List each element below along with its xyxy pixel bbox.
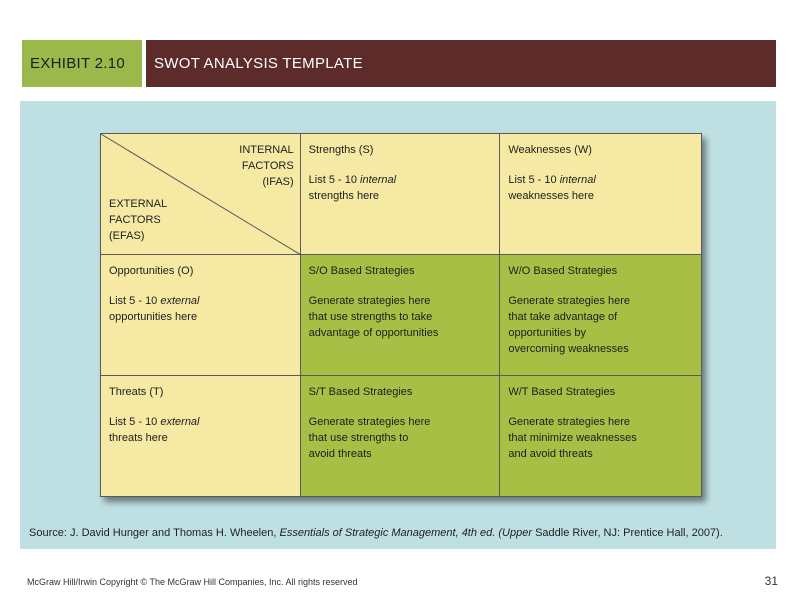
threats-title: Threats (T) [109, 386, 164, 398]
so-strategies-title: S/O Based Strategies [308, 265, 415, 277]
matrix-corner-cell [101, 134, 301, 255]
wt-strategies-cell: W/T Based Strategies Generate strategies here that minimize weaknesses and avoid threats [500, 376, 702, 497]
threats-cell: Threats (T) List 5 - 10 external threats here [101, 376, 301, 497]
threats-instruction: List 5 - 10 external [109, 416, 200, 428]
weaknesses-instruction: List 5 - 10 internal [508, 174, 596, 186]
wo-strategies-cell: W/O Based Strategies Generate strategies here that take advantage of opportunities by overcoming weaknesses [500, 255, 702, 376]
st-strategies-title: S/T Based Strategies [308, 386, 413, 398]
internal-factors-label: INTERNAL FACTORS (IFAS) [239, 144, 294, 188]
st-strategies-cell: S/T Based Strategies Generate strategies here that use strengths to avoid threats [300, 376, 500, 497]
copyright-footer: McGraw Hill/Irwin Copyright © The McGraw Hill Companies, Inc. All rights reserved [27, 577, 358, 587]
opportunities-instruction: List 5 - 10 external [109, 295, 200, 307]
strengths-cell: Strengths (S) List 5 - 10 internal strengths here [300, 134, 500, 255]
so-strategies-cell: S/O Based Strategies Generate strategies here that use strengths to take advantage of opportunities [300, 255, 500, 376]
source-citation: Source: J. David Hunger and Thomas H. Wheelen, Essentials of Strategic Management, 4th ed. (Upper Saddle River, NJ: Prentice Hall, 2007). [29, 527, 723, 539]
exhibit-label: EXHIBIT 2.10 [22, 40, 142, 87]
opportunities-title: Opportunities (O) [109, 265, 194, 277]
weaknesses-cell: Weaknesses (W) List 5 - 10 internal weaknesses here [500, 134, 702, 255]
slide-title: SWOT ANALYSIS TEMPLATE [146, 40, 776, 87]
weaknesses-title: Weaknesses (W) [508, 144, 592, 156]
content-panel [20, 101, 776, 549]
strengths-title: Strengths (S) [308, 144, 374, 156]
opportunities-cell: Opportunities (O) List 5 - 10 external opportunities here [101, 255, 301, 376]
slide-title-bar [22, 40, 776, 87]
wt-strategies-title: W/T Based Strategies [508, 386, 616, 398]
page-number: 31 [764, 574, 778, 588]
external-factors-label: EXTERNAL FACTORS (EFAS) [109, 198, 168, 242]
strengths-instruction: List 5 - 10 internal [308, 174, 397, 186]
swot-matrix [100, 133, 702, 497]
wo-strategies-title: W/O Based Strategies [508, 265, 618, 277]
